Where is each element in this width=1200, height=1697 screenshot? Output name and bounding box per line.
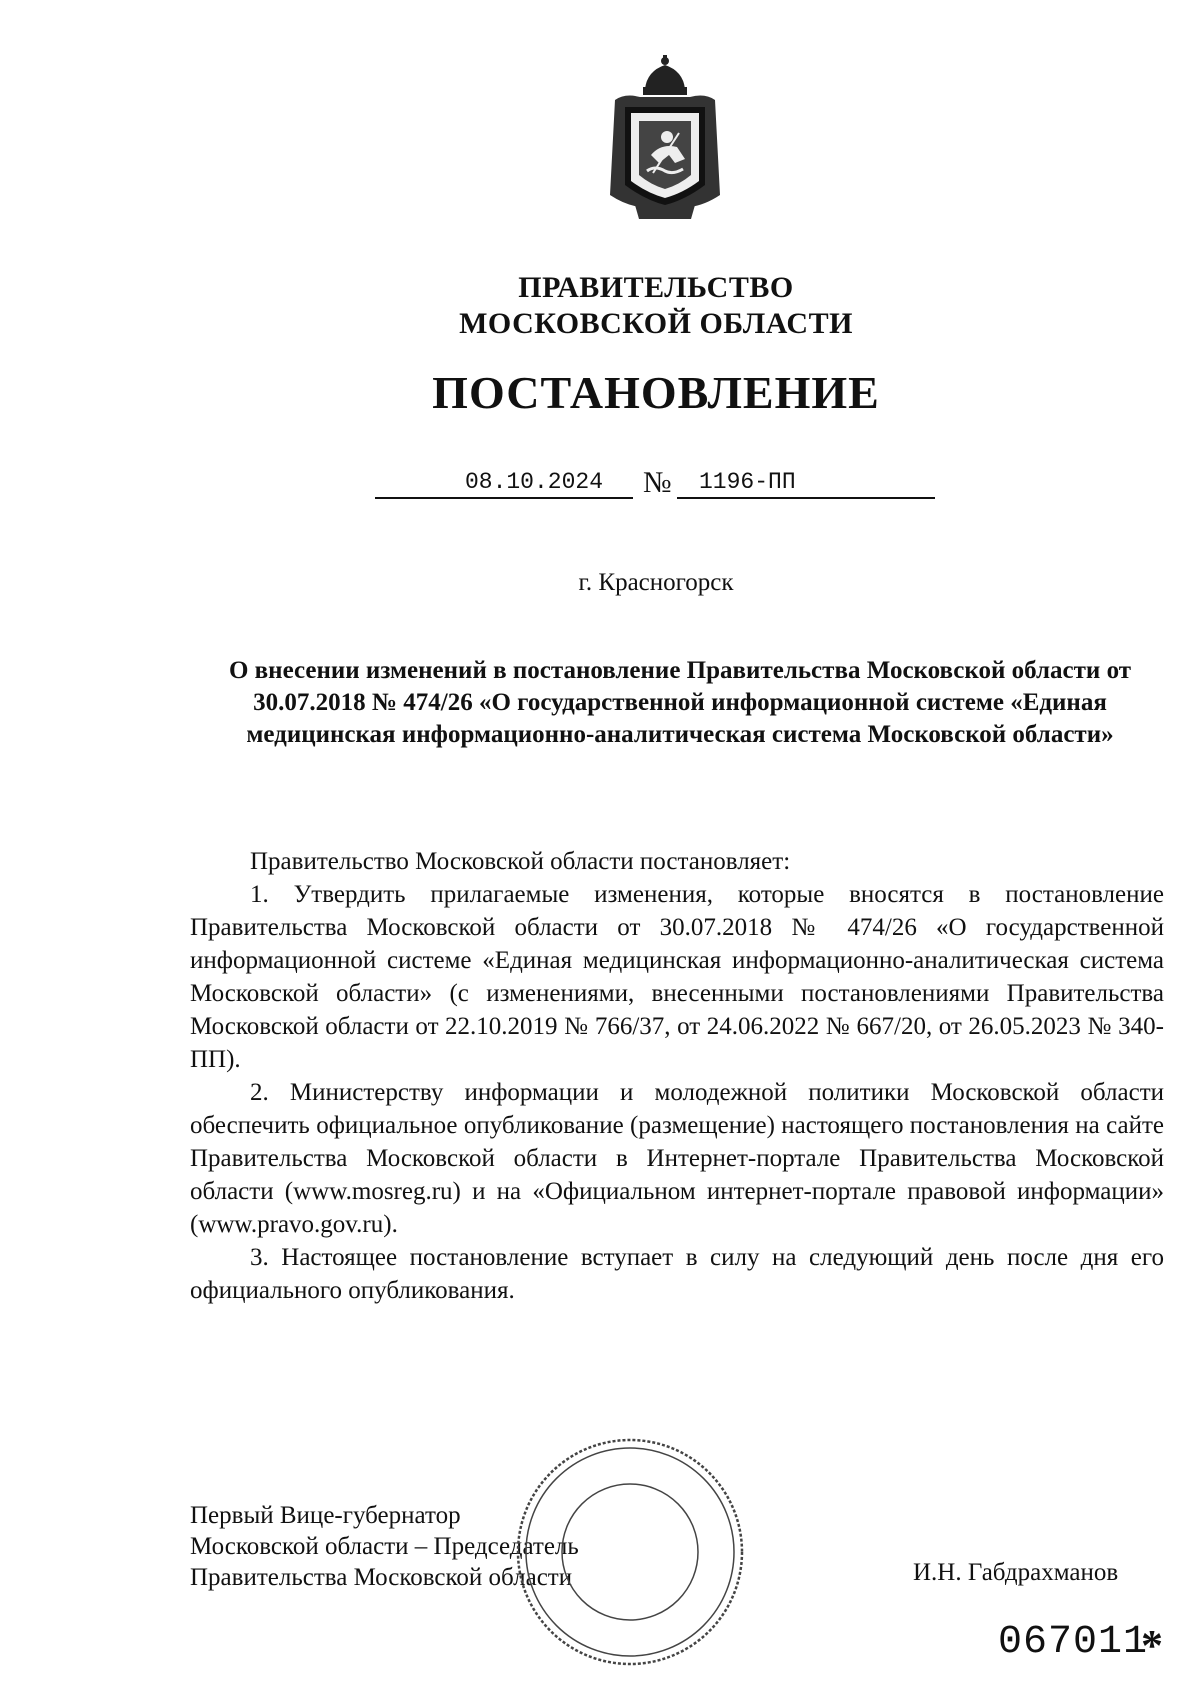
document-date: 08.10.2024 (375, 465, 633, 499)
registration-line (375, 465, 935, 505)
document-body (190, 845, 1164, 1307)
document-title: О внесении изменений в постановление Правительства Московской области от 30.07.2018 № 474/26 «О государственной информационной системе «Единая медицинская информационно-аналитическая система Московской области» (228, 657, 1132, 748)
city-line: г. Красногорск (578, 569, 734, 596)
signer-name: И.Н. Габдрахманов (913, 1559, 1119, 1586)
number-sign: № (643, 466, 672, 499)
clause-1-paragraph: 1. Утвердить прилагаемые изменения, которые вносятся в постановление Правительства Московской области от 30.07.2018 № 474/26 «О государственной информационной системе «Единая медицинская информационно-аналитическая система Московской области» (с изменениями, внесенными постановлениями Правительства Московской области от 22.10.2019 № 766/37, от 24.06.2022 № 667/20, от 26.05.2023 № 340-ПП). (190, 881, 1164, 1073)
government-name-line2: МОСКОВСКОЙ ОБЛАСТИ (459, 307, 853, 340)
asterisk-mark: * (1141, 1621, 1163, 1670)
clause-2-paragraph: 2. Министерству информации и молодежной политики Московской области обеспечить официальное опубликование (размещение) настоящего постановления на сайте Правительства Московской области в Интернет-портале Правительства Московской области (www.mosreg.ru) и на «Официальном интернет-портале правовой информации» (www.pravo.gov.ru). (190, 1079, 1164, 1238)
official-round-stamp (510, 1432, 750, 1672)
serial-number: 067011 (998, 1620, 1149, 1665)
moscow-oblast-coat-of-arms-icon (595, 55, 735, 225)
document-number: 1196-ПП (677, 465, 935, 499)
signer-position-line3: Правительства Московской области (190, 1564, 573, 1591)
signer-position-line1: Первый Вице-губернатор (190, 1502, 461, 1529)
government-name-line1: ПРАВИТЕЛЬСТВО (518, 271, 794, 304)
clause-3-paragraph: 3. Настоящее постановление вступает в силу на следующий день после дня его официального опубликования. (190, 1244, 1164, 1304)
signer-position-line2: Московской области – Председатель (190, 1533, 579, 1560)
preamble-paragraph: Правительство Московской области постановляет: (250, 848, 791, 875)
document-type-heading: ПОСТАНОВЛЕНИЕ (432, 367, 880, 418)
